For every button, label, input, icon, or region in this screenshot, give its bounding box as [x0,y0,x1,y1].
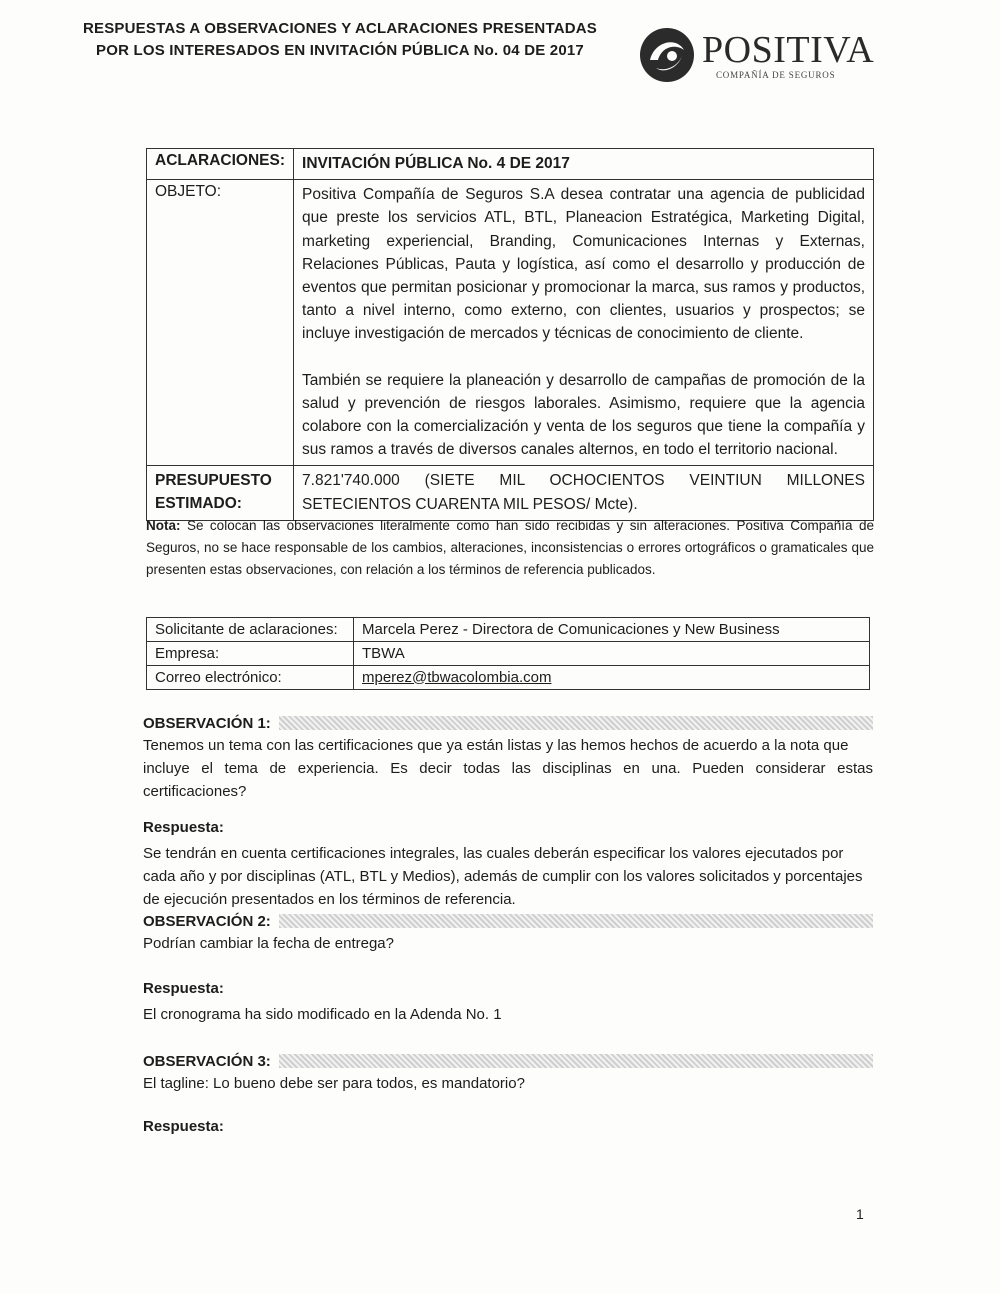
objeto-value [294,180,874,466]
observation-3-line-1: El tagline: Lo bueno debe ser para todos, es mandatorio? [143,1075,525,1092]
observation-heading [143,712,873,734]
response-1-label: Respuesta: [143,819,224,836]
company-value: TBWA [354,642,870,666]
table-row [147,149,874,180]
presupuesto-label-line1: PRESUPUESTO [155,472,272,490]
document-header [70,18,610,62]
invitation-info-table [146,148,874,521]
requester-value: Marcela Perez - Directora de Comunicaciones y New Business [354,618,870,642]
table-row [147,642,870,666]
observation-3-title: OBSERVACIÓN 3: [143,1052,271,1070]
observation-2-title: OBSERVACIÓN 2: [143,912,271,930]
objeto-paragraph-2: También se requiere la planeación y desarrollo de campañas de promoción de la salud y prevención de riesgos laborales. Asimismo, requiere que la agencia colabore con la comercialización y venta de los seguros que tiene la compañía y sus ramos a través de diversos canales alternos, en todo el territorio nacional. [302,371,865,459]
redaction-mask [279,914,873,928]
response-2-label: Respuesta: [143,980,224,997]
disclaimer-note [146,515,874,581]
observation-1-line-1: Tenemos un tema con las certificaciones que ya están listas y las hemos hechos de acuerdo a la nota que [143,737,849,754]
presupuesto-label-line2: ESTIMADO: [155,495,242,513]
positiva-logo [636,24,876,86]
response-3-label: Respuesta: [143,1118,224,1135]
observation-2-line-1: Podrían cambiar la fecha de entrega? [143,935,394,952]
response-1-line-2: cada año y por disciplinas (ATL, BTL y Medios), además de cumplir con los valores solicitados y porcentajes [143,868,863,885]
requester-table [146,617,870,690]
table-row [147,180,874,466]
requester-label: Solicitante de aclaraciones: [147,618,354,642]
observation-1-title: OBSERVACIÓN 1: [143,714,271,732]
email-label: Correo electrónico: [147,666,354,690]
response-2-line-1: El cronograma ha sido modificado en la Adenda No. 1 [143,1006,502,1023]
observation-3 [143,1050,873,1138]
response-1-line-3: de ejecución presentados en los términos de referencia. [143,891,516,908]
email-value [354,666,870,690]
header-title-line2: POR LOS INTERESADOS EN INVITACIÓN PÚBLICA No. 04 DE 2017 [96,42,584,59]
company-label: Empresa: [147,642,354,666]
observation-heading [143,1050,873,1072]
logo-subtitle: COMPAÑÍA DE SEGUROS [716,70,836,80]
presupuesto-label [147,466,294,520]
table-row [147,666,870,690]
aclaraciones-value: INVITACIÓN PÚBLICA No. 4 DE 2017 [294,149,874,180]
objeto-label: OBJETO: [147,180,294,466]
email-link[interactable]: mperez@tbwacolombia.com [362,668,552,686]
note-label: Nota: [146,518,181,533]
table-row [147,466,874,520]
observation-heading [143,910,873,932]
table-row [147,618,870,642]
positiva-logo-icon [636,24,698,86]
observation-1-line-2: incluye el tema de experiencia. Es decir todas las disciplinas en una. Pueden considerar estas certificaciones? [143,760,873,800]
observation-1 [143,712,873,911]
presupuesto-value: 7.821'740.000 (SIETE MIL OCHOCIENTOS VEINTIUN MILLONES SETECIENTOS CUARENTA MIL PESOS/ Mcte). [294,466,874,520]
observation-2 [143,910,873,1026]
response-1-line-1: Se tendrán en cuenta certificaciones integrales, las cuales deberán especificar los valores ejecutados por [143,845,844,862]
redaction-mask [279,716,873,730]
redaction-mask [279,1054,873,1068]
logo-wordmark: POSITIVA [702,29,875,71]
page-number: 1 [856,1206,864,1222]
header-title-line1: RESPUESTAS A OBSERVACIONES Y ACLARACIONES PRESENTADAS [82,20,597,37]
note-text: Se colocan las observaciones literalmente como han sido recibidas y sin alteraciones. Positiva Compañía de Seguros, no se hace responsable de los cambios, alteraciones, inconsistencias o errores ortográficos o gramaticales que presenten estas observaciones, con relación a los términos de referencia publicados. [146,518,874,577]
objeto-paragraph-1: Positiva Compañía de Seguros S.A desea contratar una agencia de publicidad que preste los servicios ATL, BTL, Planeacion Estratégica, Marketing Digital, marketing experiencial, Branding, Comunicaciones Internas y Externas, Relaciones Públicas, Pauta y logística, así como el desarrollo y producción de eventos que permitan posicionar y promocionar la marca, sus ramos y productos, tanto a nivel interno, como externo, con clientes, usuarios y prospectos; se incluye investigación de mercados y técnicas de conocimiento de cliente. [302,186,865,343]
aclaraciones-label: ACLARACIONES: [147,149,294,180]
